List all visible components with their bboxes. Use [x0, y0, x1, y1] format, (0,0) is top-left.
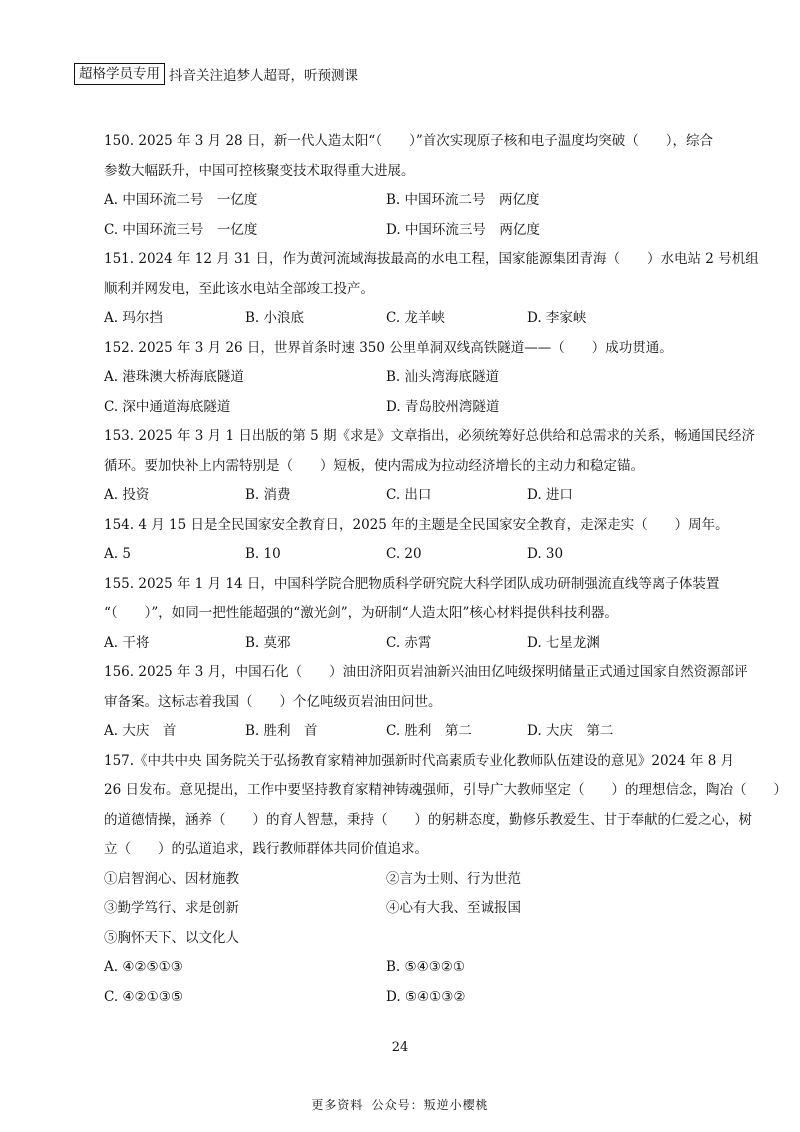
options-row — [104, 983, 704, 1013]
option-c: C. 胜利 第二 — [386, 723, 472, 739]
statement-3: ③勤学笃行、求是创新 — [104, 900, 239, 916]
statement-5: ⑤胸怀天下、以文化人 — [104, 929, 239, 946]
question-150 — [104, 127, 713, 245]
option-b: B. 胜利 首 — [245, 723, 318, 739]
option-a: A. 玛尔挡 — [104, 310, 163, 326]
option-b: B. ⑤④③②① — [386, 959, 466, 975]
options-row — [104, 304, 704, 334]
option-a: A. 投资 — [104, 487, 150, 503]
question-152 — [104, 334, 704, 423]
option-b: B. 10 — [245, 546, 281, 562]
statement-2: ②言为士则、行为世范 — [386, 870, 521, 887]
options-row — [104, 481, 704, 511]
question-text-line: 156. 2025 年 3 月，中国石化（ ）油田济阳页岩油新兴油田亿吨级探明储量正式通过国家自然资源部评 — [104, 664, 748, 680]
question-text-line: 155. 2025 年 1 月 14 日，中国科学院合肥物质科学研究院大科学团队成功研制强流直线等离子体装置 — [104, 575, 720, 592]
options-row — [104, 363, 704, 393]
statements-row — [104, 894, 704, 924]
question-text-line: 157.《中共中央 国务院关于弘扬教育家精神加强新时代高素质专业化教师队伍建设的意见》2024 年 8 月 — [104, 752, 735, 769]
option-a: A. 干将 — [104, 634, 150, 651]
statement-4: ④心有大我、至诚报国 — [386, 900, 521, 916]
question-text-line: 153. 2025 年 3 月 1 日出版的第 5 期《求是》文章指出，必须统筹好总供给和总需求的关系，畅通国民经济 — [104, 428, 756, 444]
question-155 — [104, 570, 720, 659]
option-d: D. 30 — [527, 546, 564, 562]
options-row — [104, 186, 704, 216]
question-text-line: 的道德情操，涵养（ ）的育人智慧，秉持（ ）的躬耕态度，勤修乐教爱生、甘于奉献的仁爱之心，树 — [104, 811, 752, 828]
question-text-line: 152. 2025 年 3 月 26 日，世界首条时速 350 公里单洞双线高铁隧道——（ ）成功贯通。 — [104, 339, 673, 356]
option-b: B. 中国环流二号 两亿度 — [386, 192, 540, 208]
option-b: B. 消费 — [245, 487, 291, 503]
statements-row — [104, 865, 704, 895]
option-d: D. 李家峡 — [527, 310, 587, 326]
statements-row — [104, 924, 704, 954]
options-row — [104, 629, 704, 659]
question-list — [104, 127, 787, 1012]
option-c: C. 赤霄 — [386, 634, 432, 651]
option-d: D. 青岛胶州湾隧道 — [386, 398, 500, 415]
question-text-line: 154. 4 月 15 日是全民国家安全教育日，2025 年的主题是全民国家安全教育，走深走实（ ）周年。 — [104, 516, 729, 533]
question-156 — [104, 658, 748, 747]
question-text-line: 参数大幅跃升，中国可控核聚变技术取得重大进展。 — [104, 162, 415, 179]
question-text-line: 立（ ）的弘道追求，践行教师群体共同价值追求。 — [104, 841, 428, 857]
option-b: B. 莫邪 — [245, 634, 291, 651]
question-text-line: 循环。要加快补上内需特别是（ ）短板，使内需成为拉动经济增长的主动力和稳定锚。 — [104, 457, 644, 474]
option-c: C. 出口 — [386, 487, 432, 503]
question-text-line: 26 日发布。意见提出，工作中要坚持教育家精神铸魂强师，引导广大教师坚定（ ）的理想信念，陶冶（ ） — [104, 782, 787, 798]
options-row — [104, 953, 704, 983]
option-c: C. 深中通道海底隧道 — [104, 398, 231, 415]
question-157 — [104, 747, 787, 1013]
option-d: D. 七星龙渊 — [527, 634, 600, 651]
option-a: A. 港珠澳大桥海底隧道 — [104, 369, 244, 385]
option-c: C. 中国环流三号 一亿度 — [104, 221, 258, 238]
option-a: A. 5 — [104, 546, 131, 562]
header-tag: 超格学员专用 — [74, 63, 165, 85]
header-text: 抖音关注追梦人超哥，听预测课 — [169, 68, 358, 84]
options-row — [104, 393, 704, 423]
option-a: A. 大庆 首 — [104, 723, 177, 739]
page-header — [74, 63, 358, 85]
option-a: A. ④②⑤①③ — [104, 959, 183, 975]
option-d: D. 中国环流三号 两亿度 — [386, 221, 540, 238]
question-text-line: 150. 2025 年 3 月 28 日，新一代人造太阳“（ ）”首次实现原子核和电子温度均突破（ ），综合 — [104, 133, 713, 149]
option-d: D. 大庆 第二 — [527, 723, 614, 739]
question-text-line: 审备案。这标志着我国（ ）个亿吨级页岩油田问世。 — [104, 693, 442, 710]
question-text-line: 151. 2024 年 12 月 31 日，作为黄河流域海拔最高的水电工程，国家能源集团青海（ ）水电站 2 号机组 — [104, 251, 759, 267]
option-d: D. 进口 — [527, 487, 573, 503]
option-b: B. 小浪底 — [245, 310, 305, 326]
options-row — [104, 540, 704, 570]
option-c: C. 龙羊峡 — [386, 310, 445, 326]
page-number: 24 — [391, 1040, 409, 1055]
question-text-line: “（ ）”，如同一把性能超强的“激光剑”，为研制“人造太阳”核心材料提供科技利器。 — [104, 605, 618, 621]
page-footer: 更多资料 公众号：叛逆小樱桃 — [311, 1098, 489, 1112]
option-a: A. 中国环流二号 一亿度 — [104, 192, 258, 208]
question-153 — [104, 422, 756, 511]
question-text-line: 顺利并网发电，至此该水电站全部竣工投产。 — [104, 280, 374, 297]
statement-1: ①启智润心、因材施教 — [104, 870, 239, 887]
question-154 — [104, 511, 729, 570]
question-151 — [104, 245, 759, 334]
option-b: B. 汕头湾海底隧道 — [386, 369, 500, 385]
options-row — [104, 717, 704, 747]
option-d: D. ⑤④①③② — [386, 988, 466, 1005]
options-row — [104, 216, 704, 246]
option-c: C. ④②①③⑤ — [104, 988, 183, 1005]
option-c: C. 20 — [386, 546, 422, 562]
